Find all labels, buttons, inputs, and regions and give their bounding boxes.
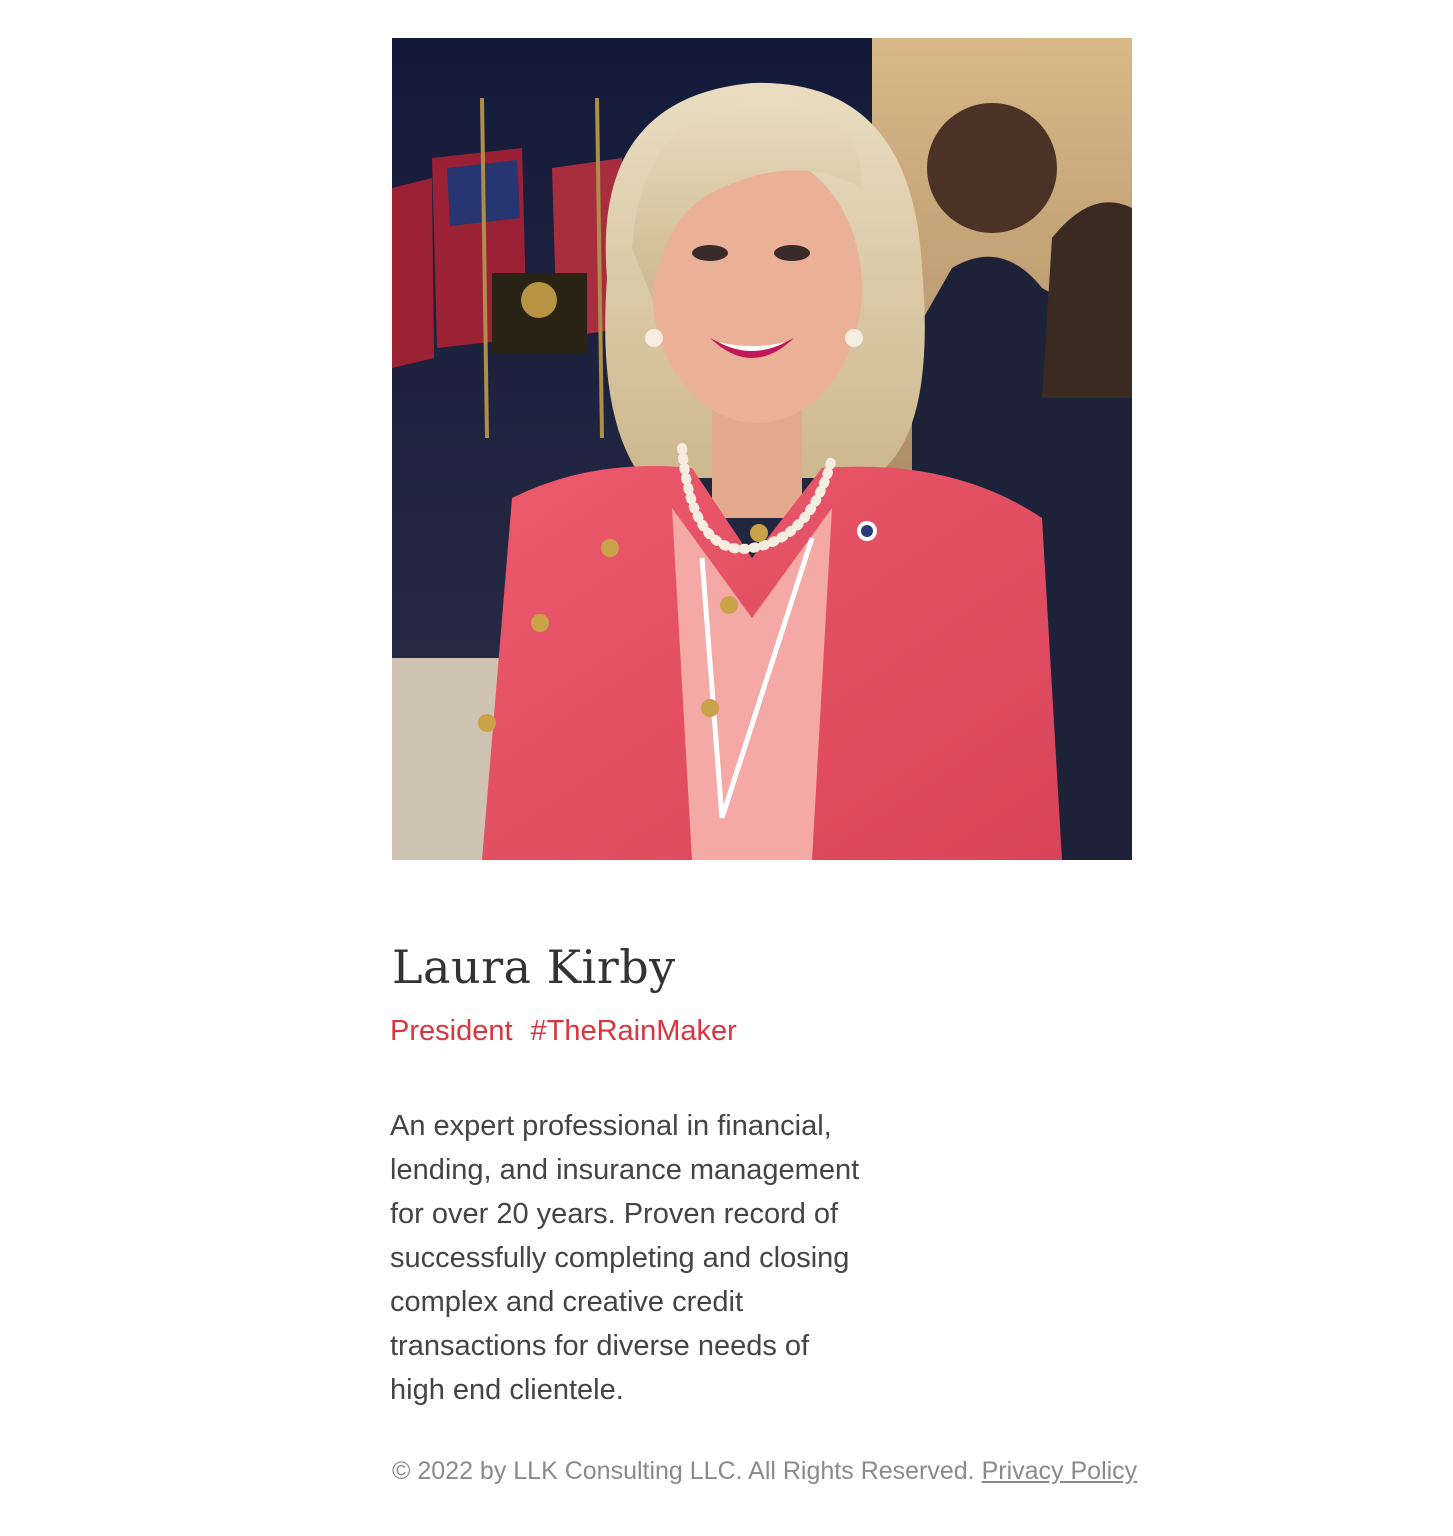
profile-title: President [390, 1015, 513, 1047]
profile-hashtag: #TheRainMaker [530, 1015, 737, 1047]
profile-role [390, 1015, 737, 1048]
privacy-policy-link[interactable]: Privacy Policy [981, 1457, 1138, 1485]
copyright-text: © 2022 by LLK Consulting LLC. All Rights Reserved. [392, 1457, 975, 1485]
profile-name: Laura Kirby [392, 940, 676, 994]
site-footer [392, 1457, 1137, 1486]
profile-bio: An expert professional in financial, lending, and insurance management for over 20 years. Proven record of successfully completing and closing complex and creative credit transactions for diverse needs of high end clientele. [390, 1110, 860, 1406]
profile-photo [392, 38, 1132, 860]
